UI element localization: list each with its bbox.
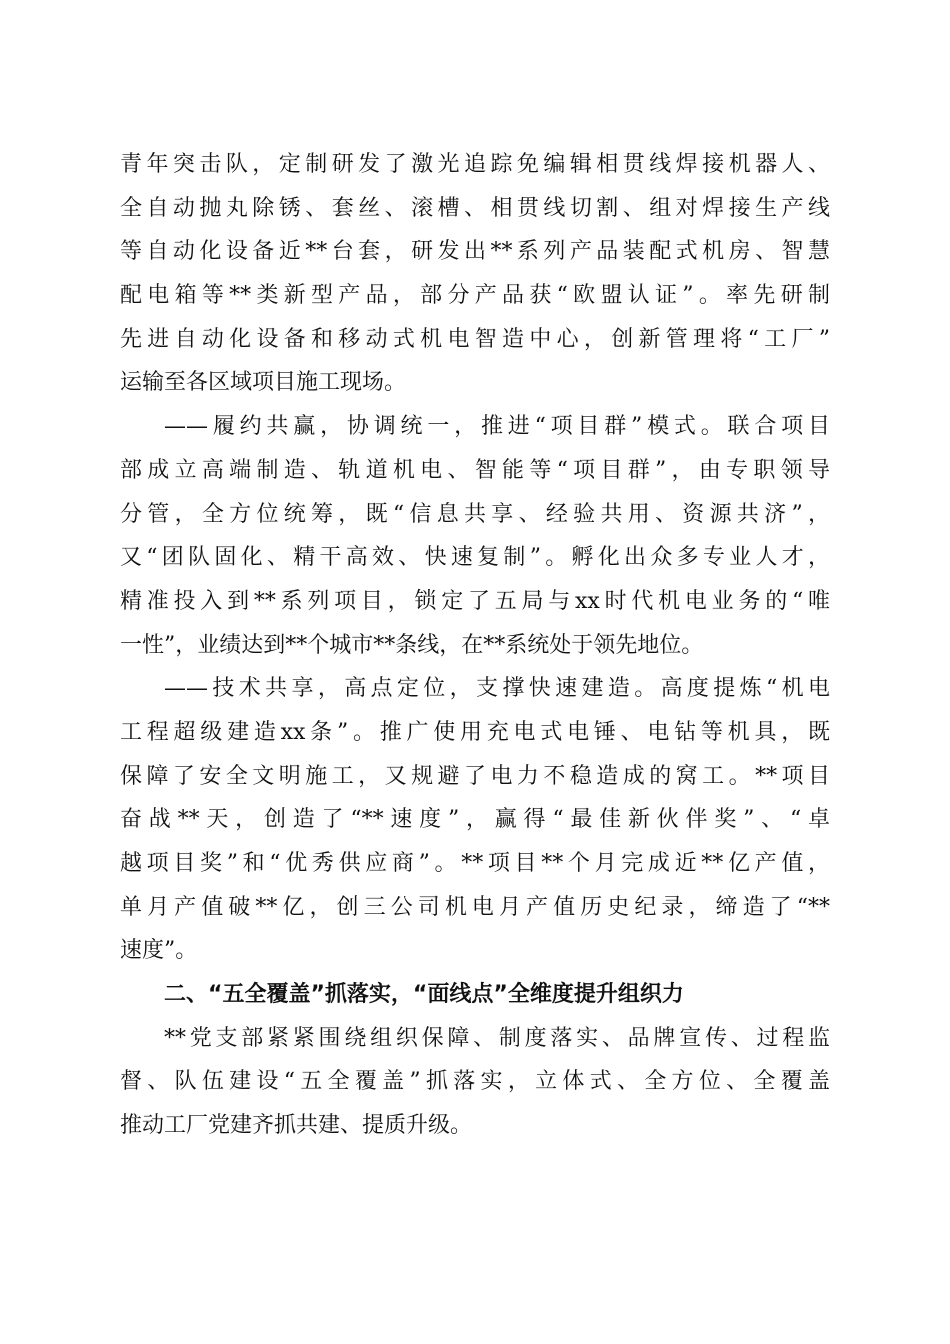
text-line: 推动工厂党建齐抓共建、提质升级。 [120, 1113, 473, 1139]
text-line: 青年突击队，定制研发了激光追踪免编辑相贯线焊接机器人、 [120, 152, 830, 177]
text-line: 单月产值破**亿，创三公司机电月产值历史纪录，缔造了“** [120, 894, 830, 920]
text-line: 又“团队固化、精干高效、快速复制”。孵化出众多专业人才， [120, 545, 830, 571]
text-line: 分管，全方位统筹，既“信息共享、经验共用、资源共济”， [120, 501, 830, 527]
text-line: 一性”，业绩达到**个城市**条线，在**系统处于领先地位。 [120, 632, 704, 658]
text-line: 等自动化设备近**台套，研发出**系列产品装配式机房、智慧 [120, 239, 830, 265]
document-body [120, 143, 830, 1148]
text-line: 先进自动化设备和移动式机电智造中心，创新管理将“工厂” [120, 326, 830, 352]
text-line: 精准投入到**系列项目，锁定了五局与xx时代机电业务的“唯 [120, 588, 830, 614]
paragraph-technology-sharing [120, 667, 830, 973]
text-line: **党支部紧紧围绕组织保障、制度落实、品牌宣传、过程监 [164, 1025, 830, 1051]
text-line: ——履约共赢，协调统一，推进“项目群”模式。联合项目 [164, 414, 830, 440]
paragraph-project-group [120, 405, 830, 667]
text-line: 越项目奖”和“优秀供应商”。**项目**个月完成近**亿产值， [120, 851, 830, 876]
text-line: 运输至各区域项目施工现场。 [120, 370, 407, 396]
text-line: 速度”。 [120, 938, 198, 964]
text-line: ——技术共享，高点定位，支撑快速建造。高度提炼“机电 [164, 676, 830, 702]
text-line: 督、队伍建设“五全覆盖”抓落实，立体式、全方位、全覆盖 [120, 1069, 830, 1095]
section-heading: 二、“五全覆盖”抓落实，“面线点”全维度提升组织力 [164, 982, 684, 1008]
text-line: 工程超级建造xx条”。推广使用充电式电锤、电钻等机具，既 [120, 719, 830, 745]
text-line: 部成立高端制造、轨道机电、智能等“项目群”，由专职领导 [120, 457, 830, 483]
text-line: 配电箱等**类新型产品，部分产品获“欧盟认证”。率先研制 [120, 283, 830, 309]
text-line: 保障了安全文明施工，又规避了电力不稳造成的窝工。**项目 [120, 763, 830, 789]
text-line: 奋战**天，创造了“**速度”，赢得“最佳新伙伴奖”、“卓 [120, 807, 830, 833]
text-line: 全自动抛丸除锈、套丝、滚槽、相贯线切割、组对焊接生产线 [120, 195, 830, 221]
paragraph-factory-equipment [120, 143, 830, 405]
paragraph-party-branch [120, 1017, 830, 1148]
